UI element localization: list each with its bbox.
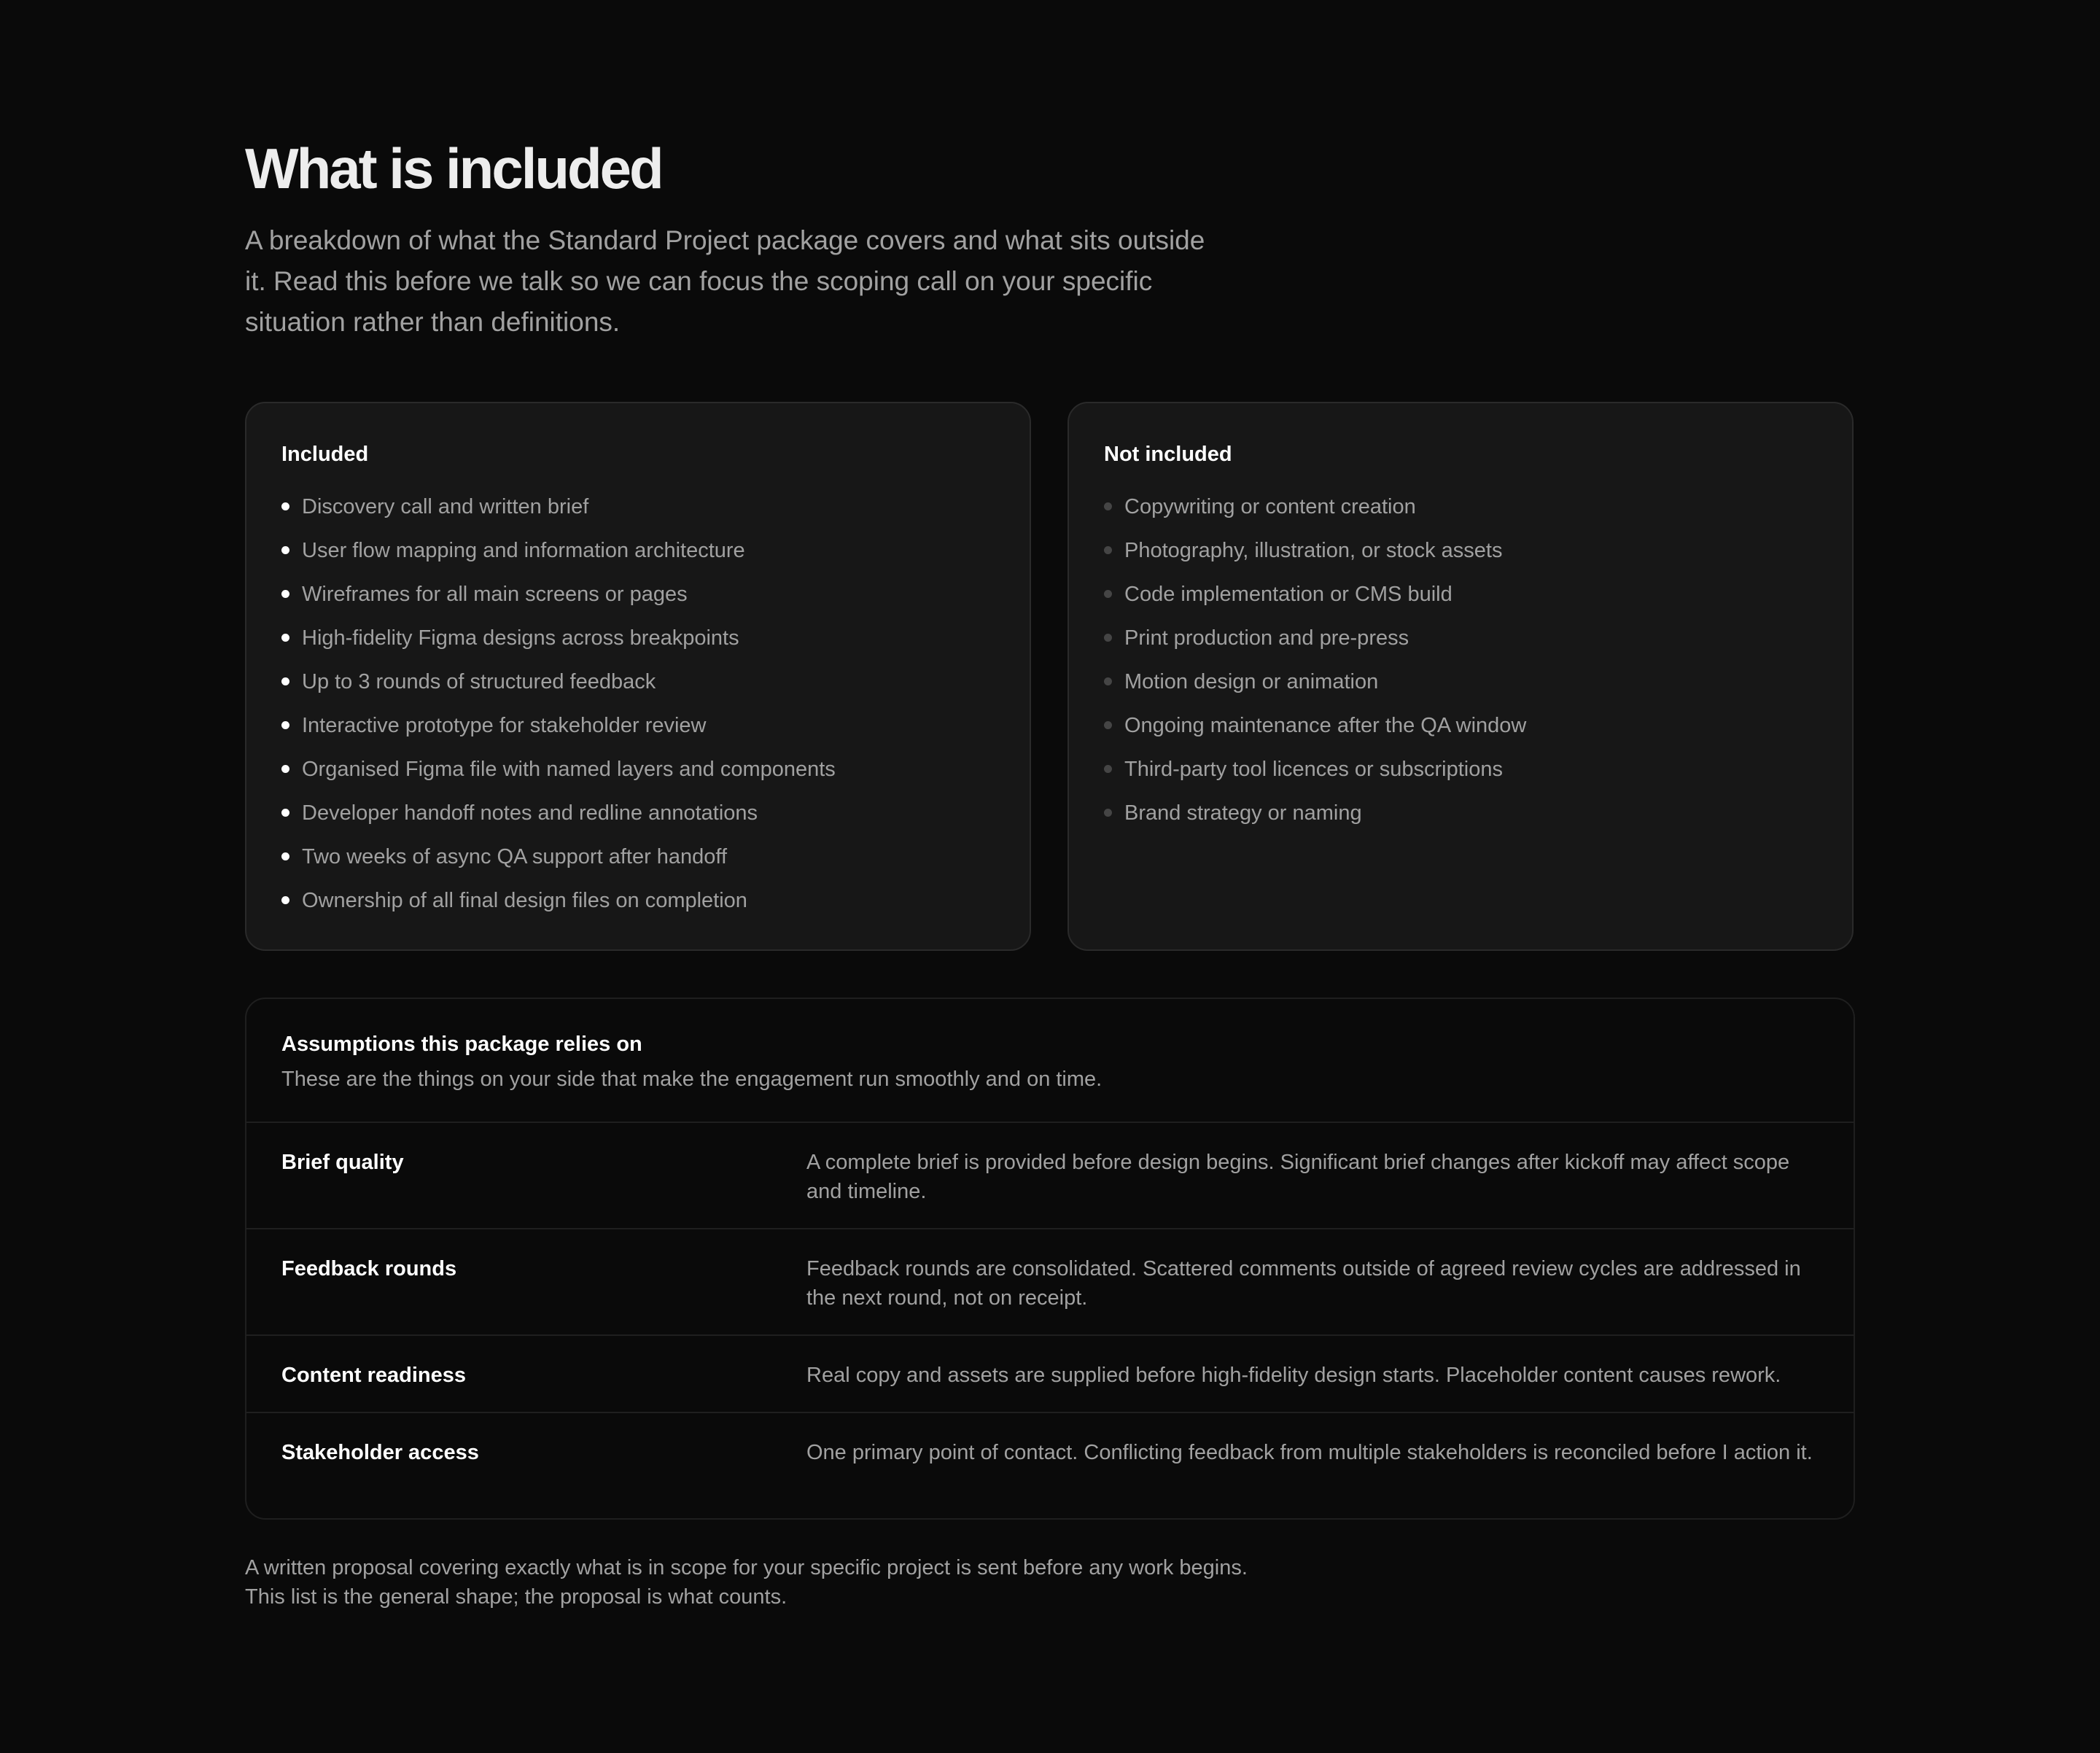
- assumptions-table: [245, 998, 1855, 1520]
- not-included-item-label: Brand strategy or naming: [1124, 801, 1362, 825]
- bullet-dot-icon: [281, 677, 289, 685]
- included-item-label: User flow mapping and information architecture: [302, 539, 745, 562]
- not-included-item: [1104, 755, 1526, 798]
- not-included-card: [1068, 402, 1854, 951]
- not-included-item-label: Photography, illustration, or stock assets: [1124, 539, 1503, 562]
- not-included-item: [1104, 536, 1526, 580]
- assumption-row-feedback-rounds: [246, 1229, 1854, 1336]
- scope-cards: [245, 402, 1855, 951]
- page-title: What is included: [245, 136, 662, 201]
- included-item: [281, 667, 836, 711]
- not-included-item: [1104, 711, 1526, 755]
- bullet-dot-icon: [1104, 765, 1112, 773]
- not-included-item-label: Print production and pre-press: [1124, 626, 1409, 650]
- not-included-item-label: Code implementation or CMS build: [1124, 583, 1452, 606]
- bullet-dot-icon: [281, 809, 289, 817]
- assumption-text: Real copy and assets are supplied before high-fidelity design starts. Placeholder content causes rework.: [806, 1364, 1781, 1387]
- bullet-dot-icon: [1104, 809, 1112, 817]
- assumption-label: Brief quality: [281, 1151, 404, 1174]
- included-item: [281, 886, 836, 930]
- assumptions-header: [246, 999, 1854, 1123]
- not-included-item: [1104, 580, 1526, 623]
- bullet-dot-icon: [281, 546, 289, 554]
- included-item: [281, 798, 836, 842]
- assumptions-subtitle: These are the things on your side that make the engagement run smoothly and on time.: [281, 1068, 1102, 1091]
- included-item-label: Organised Figma file with named layers and components: [302, 758, 836, 781]
- included-item: [281, 580, 836, 623]
- included-item: [281, 711, 836, 755]
- footnote: A written proposal covering exactly what is in scope for your specific project is sent before any work begins. This list is the general shape; the proposal is what counts.: [245, 1556, 1248, 1609]
- assumption-text: Feedback rounds are consolidated. Scattered comments outside of agreed review cycles are addressed in the next round, not on receipt.: [806, 1257, 1801, 1310]
- included-card-title: Included: [281, 443, 369, 466]
- not-included-item: [1104, 667, 1526, 711]
- included-item-label: Up to 3 rounds of structured feedback: [302, 670, 656, 693]
- not-included-item: [1104, 492, 1526, 536]
- included-item: [281, 842, 836, 886]
- bullet-dot-icon: [281, 502, 289, 510]
- bullet-dot-icon: [1104, 634, 1112, 642]
- included-card: [245, 402, 1031, 951]
- not-included-item-label: Motion design or animation: [1124, 670, 1379, 693]
- assumption-label: Stakeholder access: [281, 1441, 479, 1464]
- included-item: [281, 623, 836, 667]
- not-included-item-label: Third-party tool licences or subscriptions: [1124, 758, 1503, 781]
- bullet-dot-icon: [1104, 502, 1112, 510]
- included-item: [281, 492, 836, 536]
- not-included-item: [1104, 623, 1526, 667]
- assumption-row-content-readiness: [246, 1336, 1854, 1413]
- assumption-label: Feedback rounds: [281, 1257, 457, 1280]
- included-item-label: Interactive prototype for stakeholder review: [302, 714, 707, 737]
- included-list: [281, 492, 836, 930]
- assumption-text: A complete brief is provided before design begins. Significant brief changes after kickoff may affect scope and timeline.: [806, 1151, 1790, 1203]
- included-item-label: Two weeks of async QA support after handoff: [302, 845, 728, 868]
- included-item-label: Ownership of all final design files on completion: [302, 889, 747, 912]
- bullet-dot-icon: [1104, 721, 1112, 729]
- bullet-dot-icon: [281, 721, 289, 729]
- bullet-dot-icon: [281, 765, 289, 773]
- bullet-dot-icon: [1104, 590, 1112, 598]
- bullet-dot-icon: [1104, 546, 1112, 554]
- assumption-row-brief-quality: [246, 1123, 1854, 1229]
- bullet-dot-icon: [1104, 677, 1112, 685]
- not-included-item-label: Copywriting or content creation: [1124, 495, 1416, 518]
- bullet-dot-icon: [281, 852, 289, 860]
- not-included-item: [1104, 798, 1526, 842]
- included-item: [281, 755, 836, 798]
- included-item-label: High-fidelity Figma designs across breakpoints: [302, 626, 739, 650]
- assumptions-title: Assumptions this package relies on: [281, 1033, 642, 1056]
- not-included-item-label: Ongoing maintenance after the QA window: [1124, 714, 1527, 737]
- included-item-label: Wireframes for all main screens or pages: [302, 583, 688, 606]
- included-item-label: Discovery call and written brief: [302, 495, 589, 518]
- included-item-label: Developer handoff notes and redline annotations: [302, 801, 758, 825]
- not-included-card-title: Not included: [1104, 443, 1232, 466]
- not-included-list: [1104, 492, 1526, 842]
- page-description: A breakdown of what the Standard Project package covers and what sits outside it. Read this before we talk so we can focus the scoping call on your specific situation rather than definitions.: [245, 225, 1205, 337]
- bullet-dot-icon: [281, 634, 289, 642]
- bullet-dot-icon: [281, 590, 289, 598]
- included-item: [281, 536, 836, 580]
- assumption-row-stakeholder-access: [246, 1413, 1854, 1520]
- assumption-label: Content readiness: [281, 1364, 466, 1387]
- bullet-dot-icon: [281, 896, 289, 904]
- assumption-text: One primary point of contact. Conflicting feedback from multiple stakeholders is reconciled before I action it.: [806, 1441, 1813, 1464]
